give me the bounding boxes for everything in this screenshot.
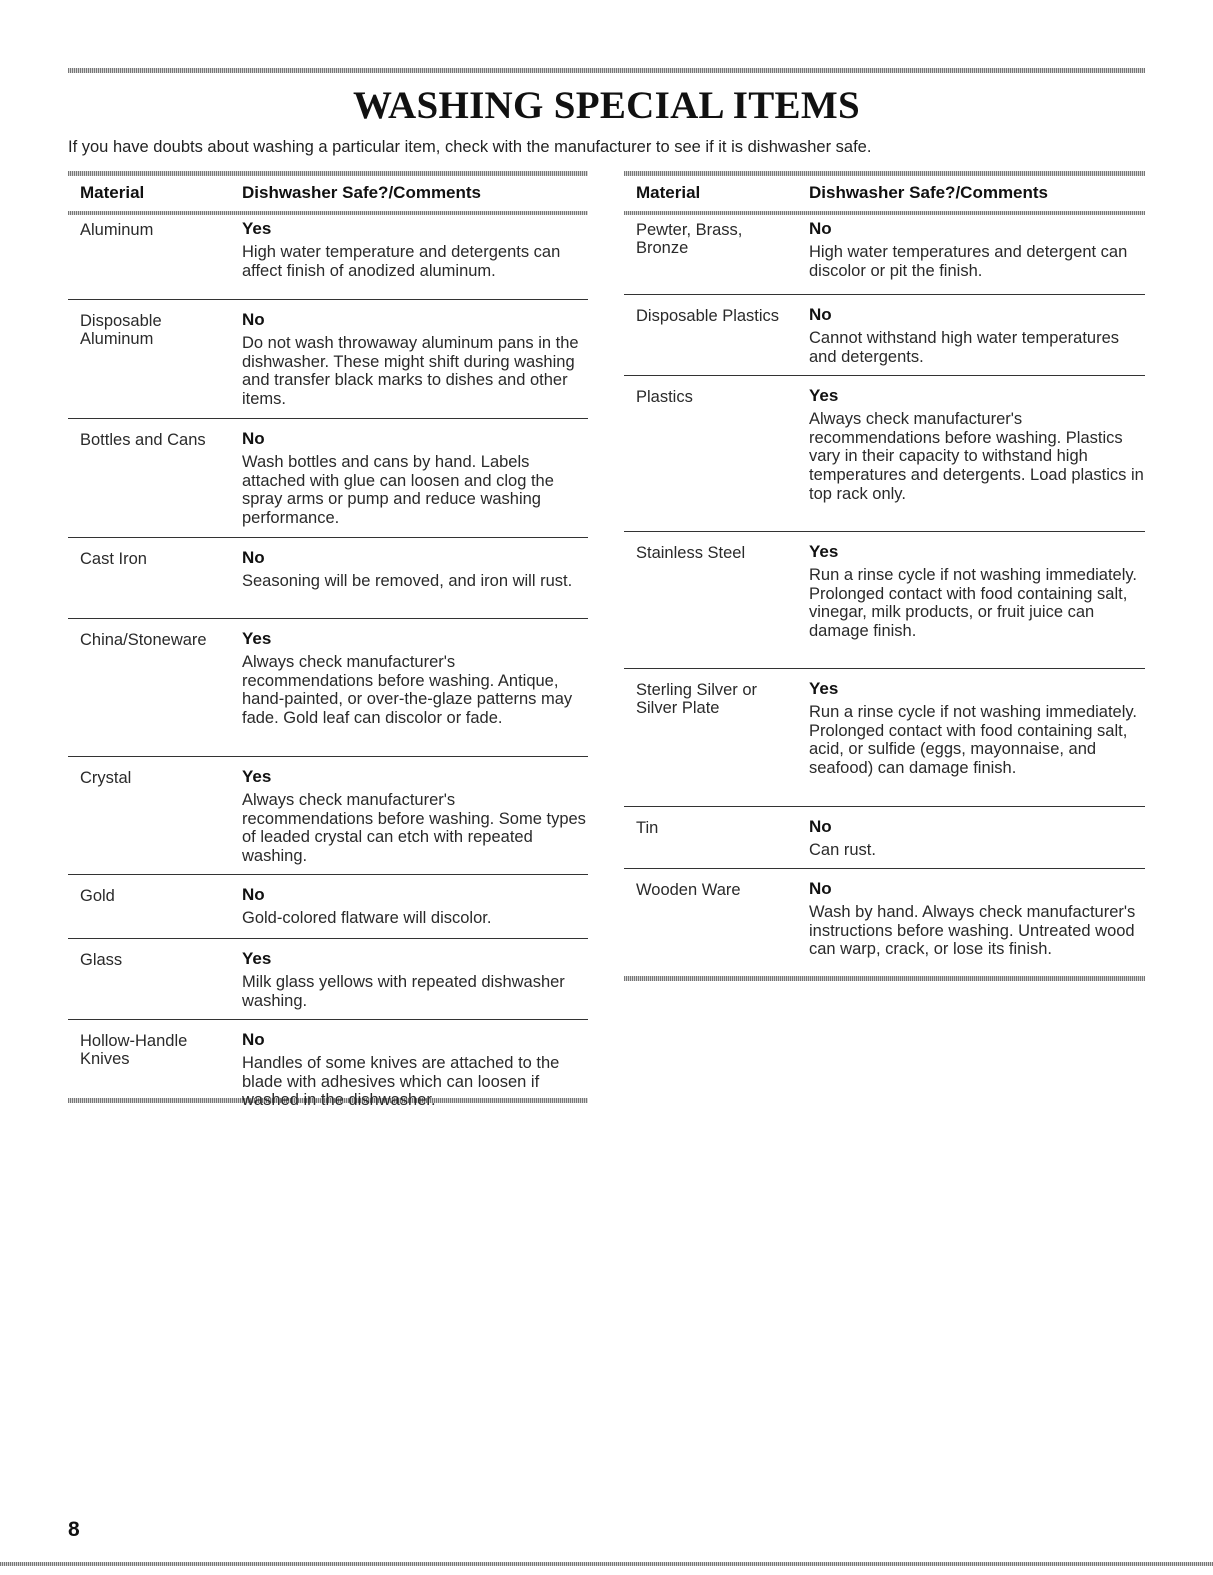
material-name: Sterling Silver or Silver Plate: [636, 681, 758, 717]
safe-answer: No: [809, 879, 832, 898]
material-name: China/Stoneware: [80, 631, 207, 649]
comment: Cannot withstand high water temperatures and detergents.: [809, 329, 1120, 366]
safe-answer: Yes: [809, 679, 839, 698]
table-row: [624, 376, 1145, 532]
table-row: [624, 219, 1145, 295]
comment: Gold-colored flatware will discolor.: [242, 909, 492, 927]
table-row: [68, 1020, 588, 1115]
table-row: [624, 807, 1145, 869]
right-table-top-rule: [624, 171, 1145, 176]
safe-answer: Yes: [242, 219, 272, 238]
right-safe-header: Dishwasher Safe?/Comments: [809, 183, 1049, 202]
material-name: Disposable Aluminum: [80, 312, 162, 348]
left-safe-header: Dishwasher Safe?/Comments: [242, 183, 482, 202]
right-header-rule: [624, 211, 1145, 215]
material-name: Cast Iron: [80, 550, 147, 568]
material-name: Wooden Ware: [636, 881, 741, 899]
material-name: Glass: [80, 951, 123, 969]
table-row: [68, 619, 588, 757]
safe-answer: No: [242, 548, 265, 567]
page-title: WASHING SPECIAL ITEMS: [353, 84, 860, 127]
material-name: Tin: [636, 819, 659, 837]
comment: Seasoning will be removed, and iron will rust.: [242, 572, 573, 590]
page-number: 8: [68, 1518, 80, 1541]
left-table: [68, 219, 588, 1115]
right-table: [624, 219, 1145, 964]
comment: Wash bottles and cans by hand. Labels attached with glue can loosen and clog the spray arms or pump and reduce washing performance.: [242, 453, 554, 528]
table-row: [68, 219, 588, 300]
safe-answer: No: [242, 885, 265, 904]
material-name: Aluminum: [80, 221, 154, 239]
table-row: [624, 295, 1145, 376]
table-row: [68, 757, 588, 875]
right-material-header: Material: [636, 183, 701, 202]
table-row: [624, 532, 1145, 669]
material-name: Hollow-Handle Knives: [80, 1032, 188, 1068]
safe-answer: No: [809, 817, 832, 836]
safe-answer: No: [809, 219, 832, 238]
material-name: Bottles and Cans: [80, 431, 206, 449]
material-name: Pewter, Brass, Bronze: [636, 221, 743, 257]
comment: Run a rinse cycle if not washing immediately. Prolonged contact with food containing salt, vinegar, milk products, or fruit juice can damage finish.: [809, 566, 1138, 641]
comment: Do not wash throwaway aluminum pans in the dishwasher. These might shift during washing and transfer black marks to dishes and other items.: [242, 334, 579, 409]
left-material-header: Material: [80, 183, 145, 202]
left-header-rule: [68, 211, 588, 215]
comment: High water temperatures and detergent can discolor or pit the finish.: [809, 243, 1128, 280]
top-rule: [68, 68, 1145, 73]
material-name: Stainless Steel: [636, 544, 746, 562]
page-bottom-rule: [0, 1562, 1213, 1566]
table-row: [624, 869, 1145, 964]
table-row: [68, 939, 588, 1020]
comment: Always check manufacturer's recommendations before washing. Some types of leaded crystal can etch with repeated washing.: [242, 791, 586, 866]
left-table-top-rule: [68, 171, 588, 176]
comment: Handles of some knives are attached to the blade with adhesives which can loosen if washed in the dishwasher.: [242, 1054, 560, 1110]
table-row: [68, 419, 588, 538]
safe-answer: Yes: [242, 629, 272, 648]
safe-answer: No: [809, 305, 832, 324]
comment: Always check manufacturer's recommendations before washing. Antique, hand-painted, or over-the-glaze patterns may fade. Gold leaf can discolor or fade.: [242, 653, 573, 728]
table-row: [68, 300, 588, 419]
safe-answer: No: [242, 429, 265, 448]
safe-answer: Yes: [242, 949, 272, 968]
table-row: [68, 538, 588, 619]
material-name: Plastics: [636, 388, 693, 406]
material-name: Gold: [80, 887, 115, 905]
intro-text: If you have doubts about washing a particular item, check with the manufacturer to see if it is dishwasher safe.: [68, 138, 872, 156]
comment: High water temperature and detergents can affect finish of anodized aluminum.: [242, 243, 561, 280]
table-row: [68, 875, 588, 939]
comment: Can rust.: [809, 841, 876, 859]
comment: Always check manufacturer's recommendations before washing. Plastics vary in their capacity to withstand high temperatures and detergents. Load plastics in top rack only.: [809, 410, 1144, 503]
safe-answer: Yes: [809, 542, 839, 561]
table-row: [624, 669, 1145, 807]
material-name: Crystal: [80, 769, 132, 787]
material-name: Disposable Plastics: [636, 307, 780, 325]
safe-answer: Yes: [242, 767, 272, 786]
safe-answer: No: [242, 1030, 265, 1049]
right-table-bottom-rule: [624, 976, 1145, 981]
comment: Milk glass yellows with repeated dishwasher washing.: [242, 973, 565, 1010]
comment: Wash by hand. Always check manufacturer's instructions before washing. Untreated wood can warp, crack, or lose its finish.: [809, 903, 1136, 959]
safe-answer: Yes: [809, 386, 839, 405]
comment: Run a rinse cycle if not washing immediately. Prolonged contact with food containing salt, acid, or sulfide (eggs, mayonnaise, and seafood) can damage finish.: [809, 703, 1138, 778]
safe-answer: No: [242, 310, 265, 329]
